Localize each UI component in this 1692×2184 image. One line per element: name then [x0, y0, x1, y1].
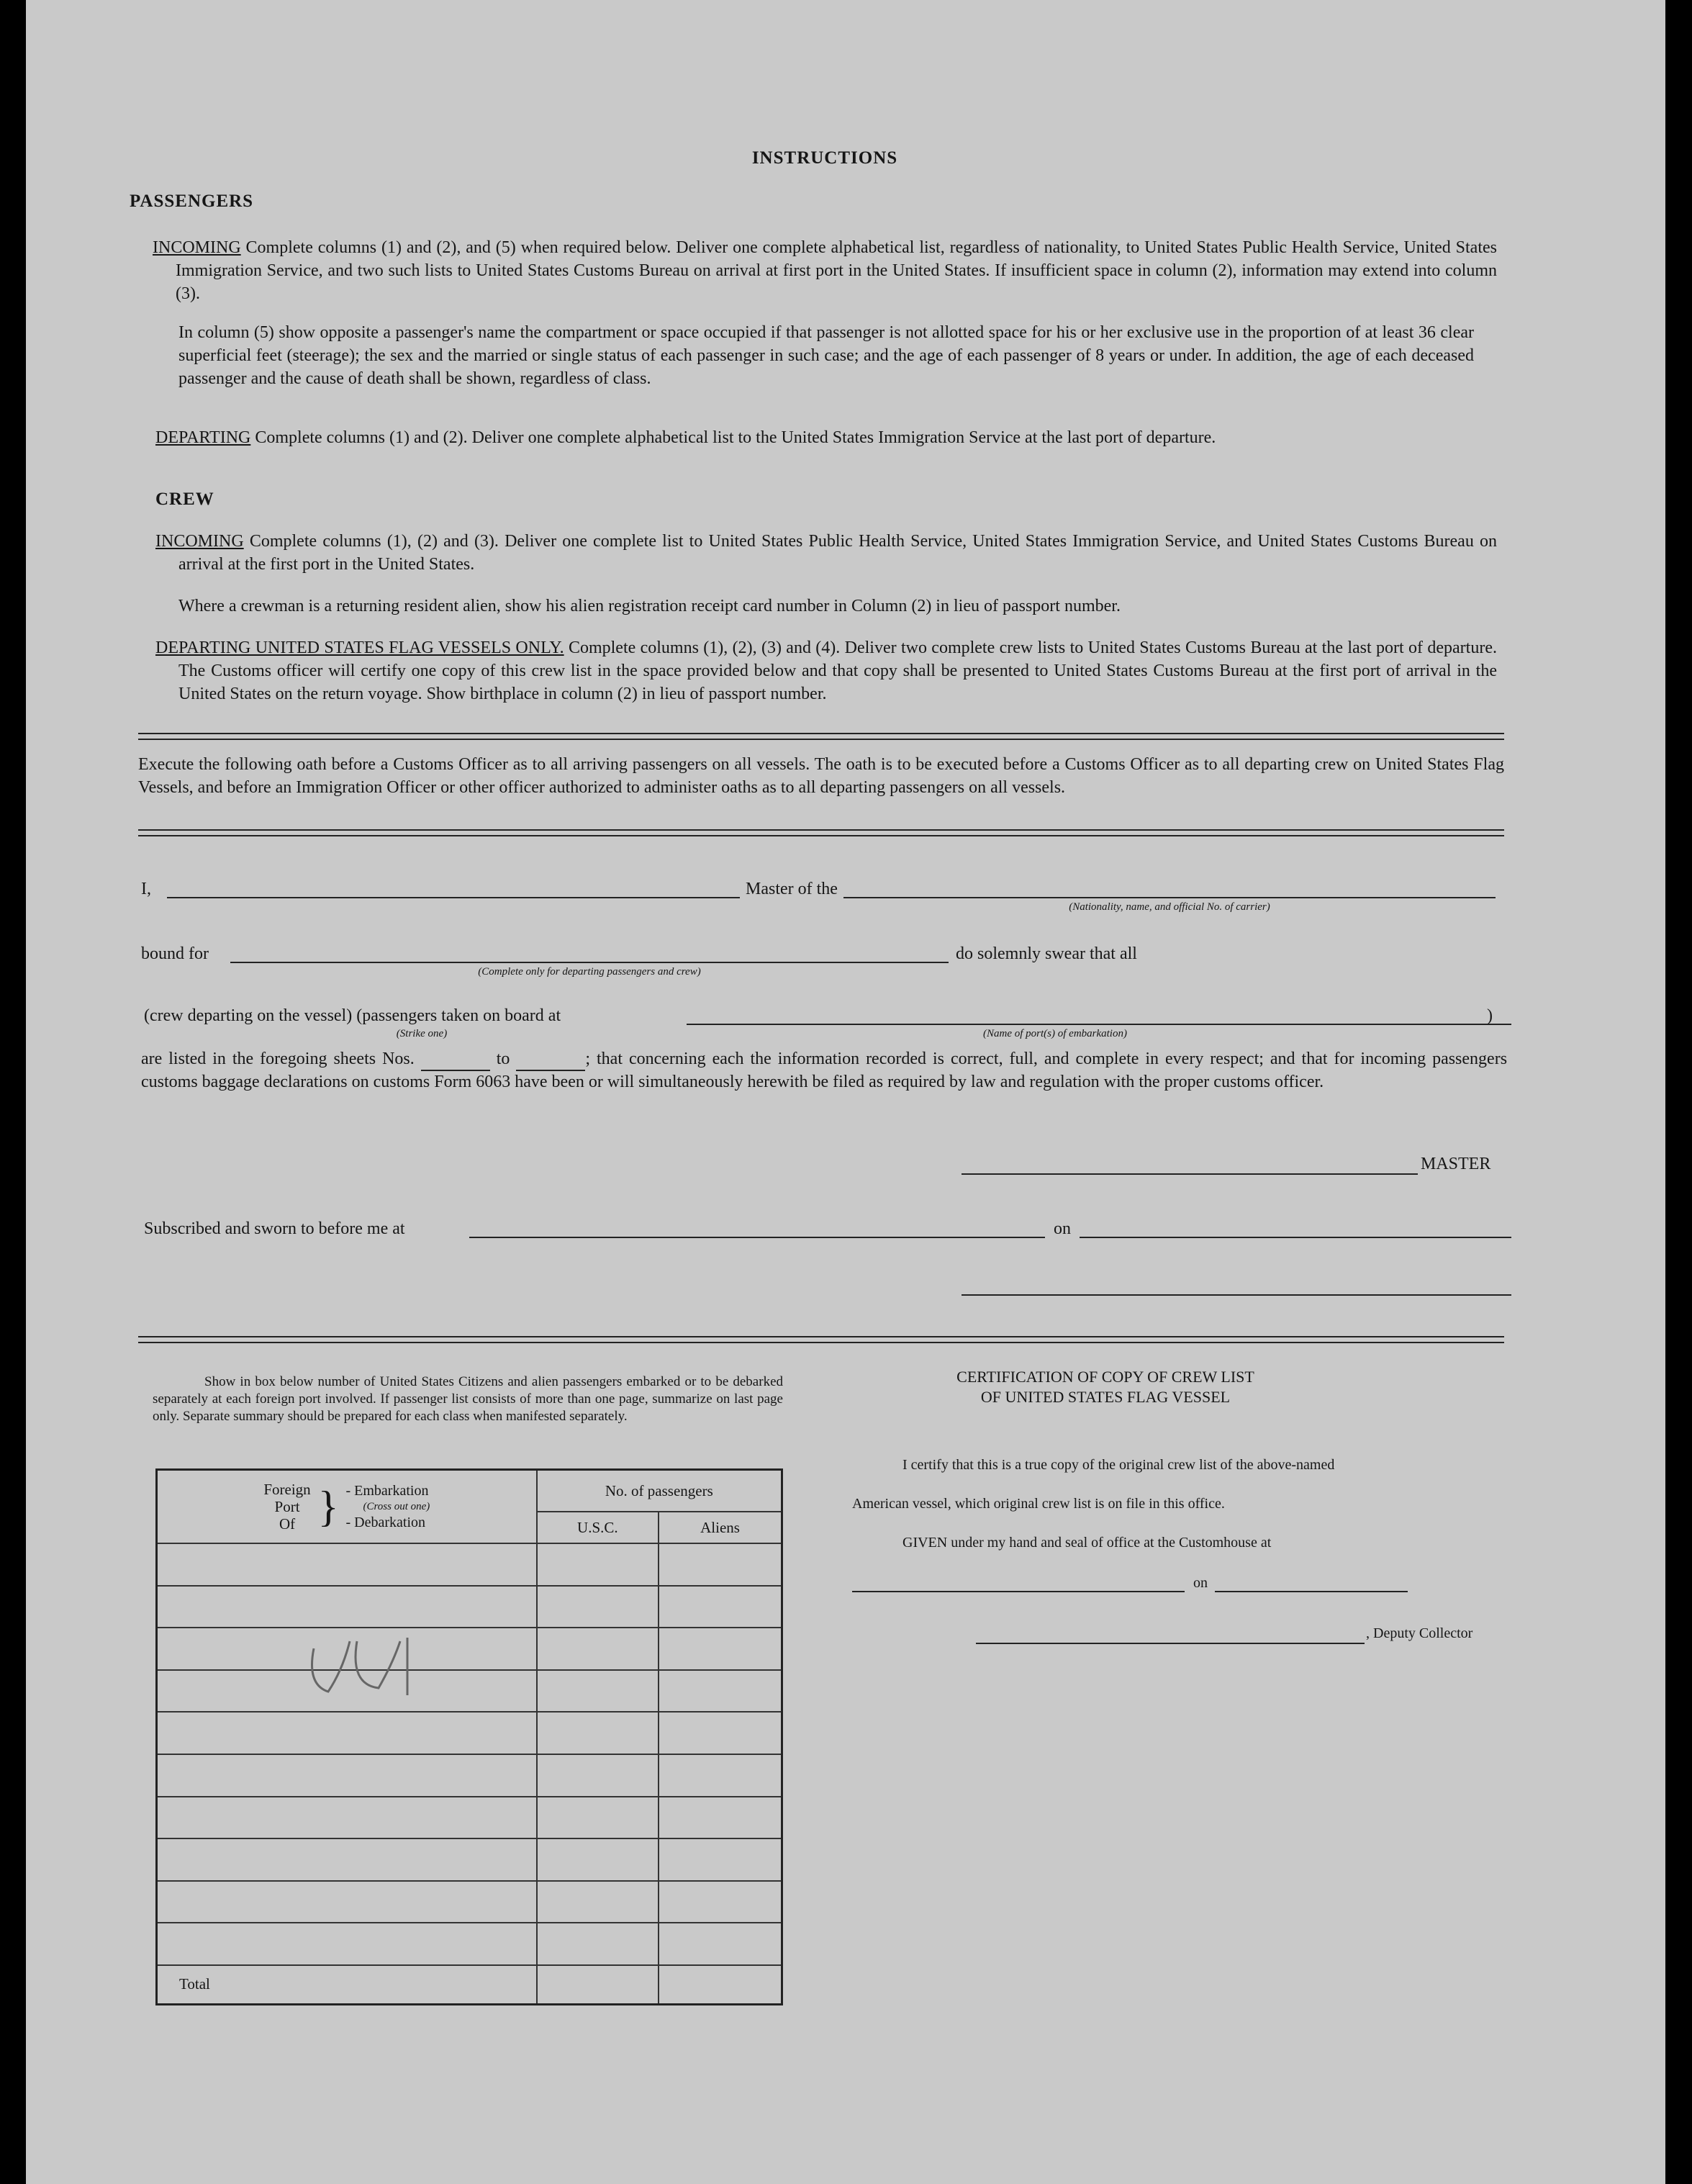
strike-one-caption: (Strike one) [396, 1028, 448, 1039]
subscribed-label: Subscribed and sworn to before me at [144, 1219, 405, 1238]
passengers-heading: PASSENGERS [130, 191, 254, 211]
aliens-cell[interactable] [659, 1881, 782, 1923]
port-cell[interactable] [157, 1586, 537, 1628]
aliens-cell[interactable] [659, 1543, 782, 1586]
crew-departing-label: (crew departing on the vessel) (passengers taken on board at [144, 1006, 561, 1025]
aliens-cell[interactable] [659, 1923, 782, 1965]
certification-heading-1: CERTIFICATION OF COPY OF CREW LIST [956, 1368, 1254, 1386]
port-cell[interactable] [157, 1881, 537, 1923]
deputy-signature-field[interactable] [976, 1643, 1365, 1644]
certification-heading-2: OF UNITED STATES FLAG VESSEL [980, 1388, 1231, 1406]
usc-cell[interactable] [537, 1923, 659, 1965]
departing-us-label: DEPARTING UNITED STATES FLAG VESSELS ONLY. [155, 638, 564, 657]
customhouse-field[interactable] [852, 1591, 1185, 1592]
carrier-caption: (Nationality, name, and official No. of carrier) [1069, 901, 1270, 913]
listed-label: are listed in the foregoing sheets Nos. [141, 1050, 415, 1068]
usc-cell[interactable] [537, 1754, 659, 1797]
divider [138, 835, 1504, 836]
aliens-cell[interactable] [659, 1628, 782, 1670]
master-name-field[interactable] [167, 897, 740, 898]
concerning-text: ; that concerning each the information recorded is correct, full, and complete in every respect; and that for incoming passengers customs baggage declarations on customs Form 6063 have been or will simultaneously herewith be filed as required by law and regulation with the proper customs officer. [141, 1050, 1508, 1091]
foreign-label: Foreign [263, 1481, 311, 1499]
aliens-cell[interactable] [659, 1838, 782, 1881]
sheet-to-field[interactable] [516, 1048, 585, 1071]
total-label: Total [157, 1965, 537, 2005]
master-signature-field[interactable] [962, 1173, 1418, 1175]
port-cell[interactable] [157, 1923, 537, 1965]
usc-cell[interactable] [537, 1712, 659, 1754]
aliens-cell[interactable] [659, 1712, 782, 1754]
usc-total-cell[interactable] [537, 1965, 659, 2005]
usc-cell[interactable] [537, 1881, 659, 1923]
divider [138, 829, 1504, 831]
subscribed-on-label: on [1054, 1219, 1071, 1238]
usc-cell[interactable] [537, 1543, 659, 1586]
port-cell[interactable] [157, 1712, 537, 1754]
divider [138, 733, 1504, 734]
of-label: Of [279, 1515, 296, 1533]
bound-for-caption: (Complete only for departing passengers and crew) [478, 966, 701, 978]
deputy-collector-label: , Deputy Collector [1366, 1625, 1473, 1641]
usc-cell[interactable] [537, 1797, 659, 1839]
aliens-cell[interactable] [659, 1670, 782, 1713]
foreign-port-header [157, 1470, 537, 1544]
bound-for-field[interactable] [230, 962, 949, 963]
brace-icon: } [317, 1483, 339, 1531]
usc-header: U.S.C. [537, 1512, 659, 1543]
master-of-the-label: Master of the [746, 880, 838, 898]
to-label: to [496, 1050, 510, 1068]
incoming-passengers-paragraph [153, 236, 1497, 305]
swear-label: do solemnly swear that all [956, 944, 1137, 963]
sheet-from-field[interactable] [421, 1048, 490, 1071]
cross-out-caption: (Cross out one) [363, 1501, 430, 1513]
incoming-label: INCOMING [153, 238, 241, 257]
departing-us-flag-paragraph [155, 636, 1497, 705]
instructions-title: INSTRUCTIONS [751, 148, 898, 168]
aliens-header: Aliens [659, 1512, 782, 1543]
given-date-field[interactable] [1215, 1591, 1408, 1592]
subscribed-place-field[interactable] [469, 1237, 1045, 1238]
divider [138, 1336, 1504, 1337]
document-page [26, 0, 1665, 2184]
certification-line-2: American vessel, which original crew list is on file in this office. [852, 1496, 1225, 1512]
certification-line-1: I certify that this is a true copy of the original crew list of the above-named [902, 1457, 1335, 1473]
divider [138, 1342, 1504, 1343]
ports-passenger-table [155, 1468, 783, 2005]
aliens-cell[interactable] [659, 1797, 782, 1839]
no-passengers-header: No. of passengers [537, 1470, 782, 1512]
port-cell[interactable] [157, 1838, 537, 1881]
embarkation-label: - Embarkation [345, 1483, 429, 1499]
master-label: MASTER [1421, 1155, 1491, 1173]
port-label: Port [274, 1498, 300, 1516]
crew-heading: CREW [155, 489, 214, 509]
aliens-cell[interactable] [659, 1586, 782, 1628]
usc-cell[interactable] [537, 1628, 659, 1670]
departing-passengers-paragraph [155, 426, 1497, 449]
box-note: Show in box below number of United States Citizens and alien passengers embarked or to be debarked separately at each foreign port involved. If passenger list consists of more than one page, summarize on last page only. Separate summary should be prepared for each class when manifested separately. [153, 1374, 783, 1424]
officer-signature-field[interactable] [962, 1294, 1511, 1296]
incoming-crew-paragraph [155, 530, 1497, 576]
column5-paragraph: In column (5) show opposite a passenger's name the compartment or space occupied if that passenger is not allotted space for his or her exclusive use in the proportion of at least 36 clear superficial feet (steerage); the sex and the married or single status of each passenger in such case; and the age of each passenger of 8 years or under. In addition, the age of each deceased passenger and the cause of death shall be shown, regardless of class. [178, 323, 1474, 388]
debarkation-label: - Debarkation [345, 1515, 426, 1531]
subscribed-date-field[interactable] [1080, 1237, 1511, 1238]
port-cell[interactable] [157, 1754, 537, 1797]
departing-us-text: Complete columns (1), (2), (3) and (4). Deliver two complete crew lists to United States Customs Bureau at the last port of departure. The Customs officer will certify one copy of this crew list in the space provided below and that copy shall be presented to United States Customs Bureau at the first port of arrival in the United States on the return voyage. Show birthplace in column (2) in lieu of passport number. [178, 638, 1497, 703]
port-caption: (Name of port(s) of embarkation) [983, 1028, 1127, 1039]
given-on-label: on [1193, 1575, 1208, 1591]
usc-cell[interactable] [537, 1670, 659, 1713]
handwritten-mark [299, 1627, 429, 1706]
crewman-paragraph: Where a crewman is a returning resident alien, show his alien registration receipt card number in Column (2) in lieu of passport number. [178, 597, 1121, 615]
given-line: GIVEN under my hand and seal of office at the Customhouse at [902, 1535, 1272, 1551]
sheets-statement [141, 1048, 1507, 1093]
aliens-total-cell[interactable] [659, 1965, 782, 2005]
close-paren: ) [1487, 1006, 1493, 1025]
incoming-passengers-text: Complete columns (1) and (2), and (5) when required below. Deliver one complete alphabetical list, regardless of nationality, to United States Public Health Service, United States Immigration Service, and two such lists to United States Customs Bureau on arrival at first port in the United States. If insufficient space in column (2), information may extend into column (3). [176, 238, 1497, 303]
usc-cell[interactable] [537, 1586, 659, 1628]
incoming-crew-text: Complete columns (1), (2) and (3). Deliver one complete list to United States Public Health Service, United States Immigration Service, and United States Customs Bureau on arrival at the first port in the United States. [178, 532, 1497, 574]
port-cell[interactable] [157, 1543, 537, 1586]
oath-intro: Execute the following oath before a Customs Officer as to all arriving passengers on all vessels. The oath is to be executed before a Customs Officer as to all departing crew on United States Flag Vessels, and before an Immigration Officer or other officer authorized to administer oaths as to all departing passengers on all vessels. [138, 755, 1504, 797]
departing-label: DEPARTING [155, 428, 251, 447]
embarkation-port-field[interactable] [687, 1024, 1511, 1025]
oath-i-label: I, [141, 880, 151, 898]
aliens-cell[interactable] [659, 1754, 782, 1797]
incoming-crew-label: INCOMING [155, 532, 244, 551]
departing-passengers-text: Complete columns (1) and (2). Deliver one complete alphabetical list to the United States Immigration Service at the last port of departure. [250, 428, 1216, 447]
port-cell[interactable] [157, 1797, 537, 1839]
carrier-field[interactable] [843, 897, 1496, 898]
divider [138, 739, 1504, 740]
bound-for-label: bound for [141, 944, 209, 963]
usc-cell[interactable] [537, 1838, 659, 1881]
